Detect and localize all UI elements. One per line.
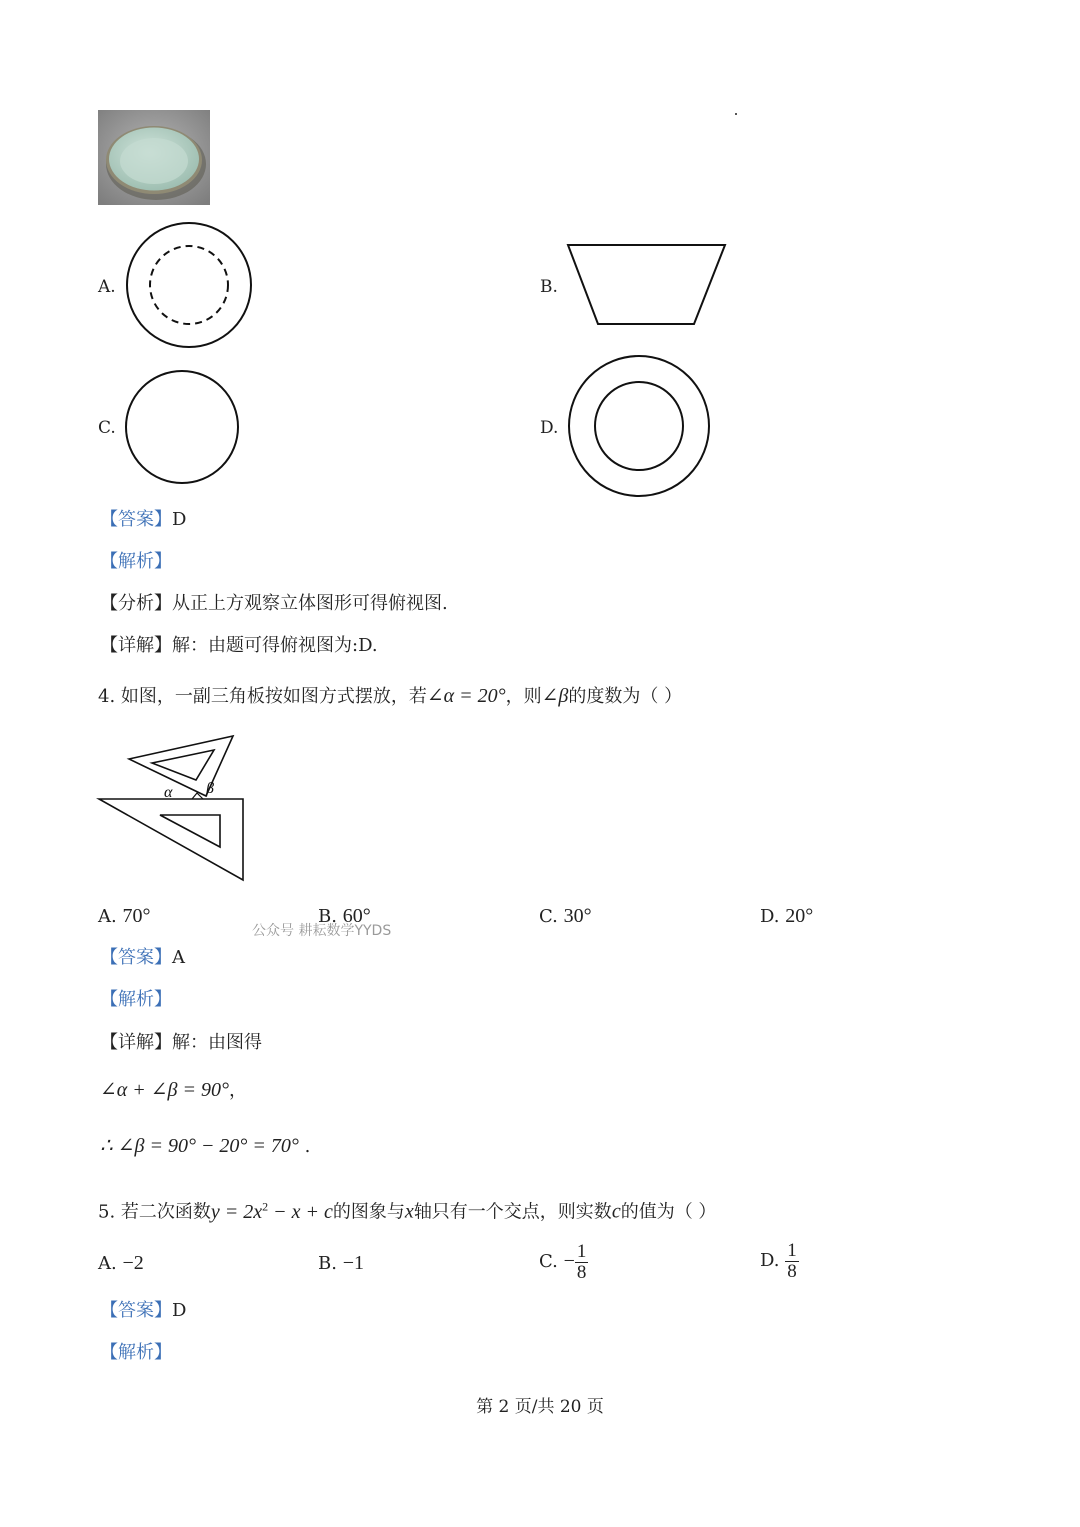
q5-option-b <box>318 1251 364 1276</box>
q4-triangle-figure <box>96 733 248 889</box>
q5-c: c <box>611 1200 621 1223</box>
q4-option-a <box>98 904 150 929</box>
answer-value: D <box>172 509 187 530</box>
page-footer: 第 2 页/共 20 页 <box>476 1397 604 1417</box>
q4-option-c <box>539 904 592 929</box>
q4-stem-pre: 如图，一副三角板按如图方式摆放，若 <box>120 686 427 707</box>
q5-option-d <box>760 1236 799 1286</box>
option-value: 30° <box>563 905 592 927</box>
detail-text: 解：由图得 <box>172 1032 262 1053</box>
q3-option-d-figure <box>566 355 712 503</box>
q4-equation-2 <box>100 1134 310 1159</box>
option-value: 60° <box>342 905 371 927</box>
option-label: D. <box>760 1250 780 1271</box>
option-label: A. <box>98 1253 117 1274</box>
equation: ∴ ∠β = 90° − 20° = 70° <box>100 1135 299 1157</box>
option-label: A. <box>98 906 117 927</box>
q4-number: 4. <box>98 686 116 707</box>
q5-stem-mid: 的图象与 <box>332 1201 405 1223</box>
option-sign: − <box>563 1250 575 1272</box>
angle-alpha-label: α <box>164 784 173 801</box>
detail-label: 【详解】 <box>100 635 172 656</box>
q3-option-b-label: B. <box>540 277 558 297</box>
q3-option-d-label: D. <box>540 418 559 438</box>
fenxi-label: 【分析】 <box>100 593 172 614</box>
q4-stem-angle: ∠α = 20° <box>426 685 506 707</box>
q3-detail-line <box>100 634 378 658</box>
numerator: 1 <box>576 1240 587 1262</box>
equation-tail: . <box>304 1136 311 1157</box>
q4-detail-line <box>100 1031 262 1055</box>
option-value: 20° <box>785 905 814 927</box>
func-part: − x + c <box>268 1200 333 1223</box>
q4-answer-line <box>100 946 185 970</box>
angle-beta-label: β <box>206 780 214 797</box>
q5-x: x <box>404 1200 414 1223</box>
q4-stem-mid: ，则 <box>505 686 542 707</box>
q5-analysis-label: 【解析】 <box>100 1342 172 1363</box>
answer-label: 【答案】 <box>100 947 172 968</box>
watermark: 公众号 耕耘数学YYDS <box>252 923 392 939</box>
q3-option-a-label: A. <box>98 277 116 297</box>
equation: ∠α + ∠β = 90° <box>100 1079 229 1101</box>
answer-value: A <box>172 947 185 968</box>
answer-label: 【答案】 <box>100 509 172 530</box>
option-label: C. <box>539 1251 558 1272</box>
fraction <box>575 1242 589 1283</box>
q3-option-c-label: C. <box>98 418 116 438</box>
numerator: 1 <box>787 1239 797 1261</box>
option-label: B. <box>318 906 337 927</box>
q3-analysis-label: 【解析】 <box>100 551 172 572</box>
q5-stem <box>98 1194 716 1225</box>
dish-photo <box>98 110 210 205</box>
fraction <box>785 1241 799 1282</box>
denominator: 8 <box>787 1260 797 1282</box>
q3-option-c-figure <box>122 370 242 490</box>
answer-value: D <box>172 1300 187 1321</box>
option-label: C. <box>539 906 558 927</box>
option-label: D. <box>760 906 780 927</box>
q3-option-b-figure <box>564 242 728 332</box>
q5-stem-post: 的值为（ ） <box>620 1201 717 1223</box>
q5-number: 5. <box>98 1201 116 1223</box>
q5-func <box>211 1201 333 1223</box>
q4-stem <box>98 684 682 709</box>
option-value: −1 <box>342 1252 364 1274</box>
func-exponent: 2 <box>262 1199 269 1213</box>
stray-dot <box>735 113 737 115</box>
q5-stem-pre: 若二次函数 <box>120 1201 211 1223</box>
detail-text: 解：由题可得俯视图为:D. <box>172 635 378 656</box>
denominator: 8 <box>576 1261 587 1283</box>
option-label: B. <box>318 1253 337 1274</box>
detail-label: 【详解】 <box>100 1032 172 1053</box>
option-value: 70° <box>122 905 151 927</box>
q5-option-c <box>539 1236 588 1287</box>
q4-analysis-label: 【解析】 <box>100 989 172 1010</box>
option-value: −2 <box>122 1252 144 1274</box>
q4-stem-post: 的度数为（ ） <box>568 686 683 707</box>
fenxi-text: 从正上方观察立体图形可得俯视图. <box>172 593 448 614</box>
q3-option-a-figure <box>124 222 254 352</box>
q3-fenxi-line <box>100 592 448 616</box>
equation-tail: ， <box>228 1080 247 1101</box>
func-part: y = 2x <box>210 1200 263 1223</box>
answer-label: 【答案】 <box>100 1300 172 1321</box>
q4-equation-1 <box>100 1078 247 1103</box>
q3-answer-line <box>100 508 186 532</box>
q4-option-d <box>760 904 813 929</box>
q5-option-a <box>98 1251 144 1276</box>
q5-stem-mid2: 轴只有一个交点，则实数 <box>413 1201 612 1223</box>
q5-answer-line <box>100 1299 186 1323</box>
q4-stem-beta: ∠β <box>541 685 569 707</box>
